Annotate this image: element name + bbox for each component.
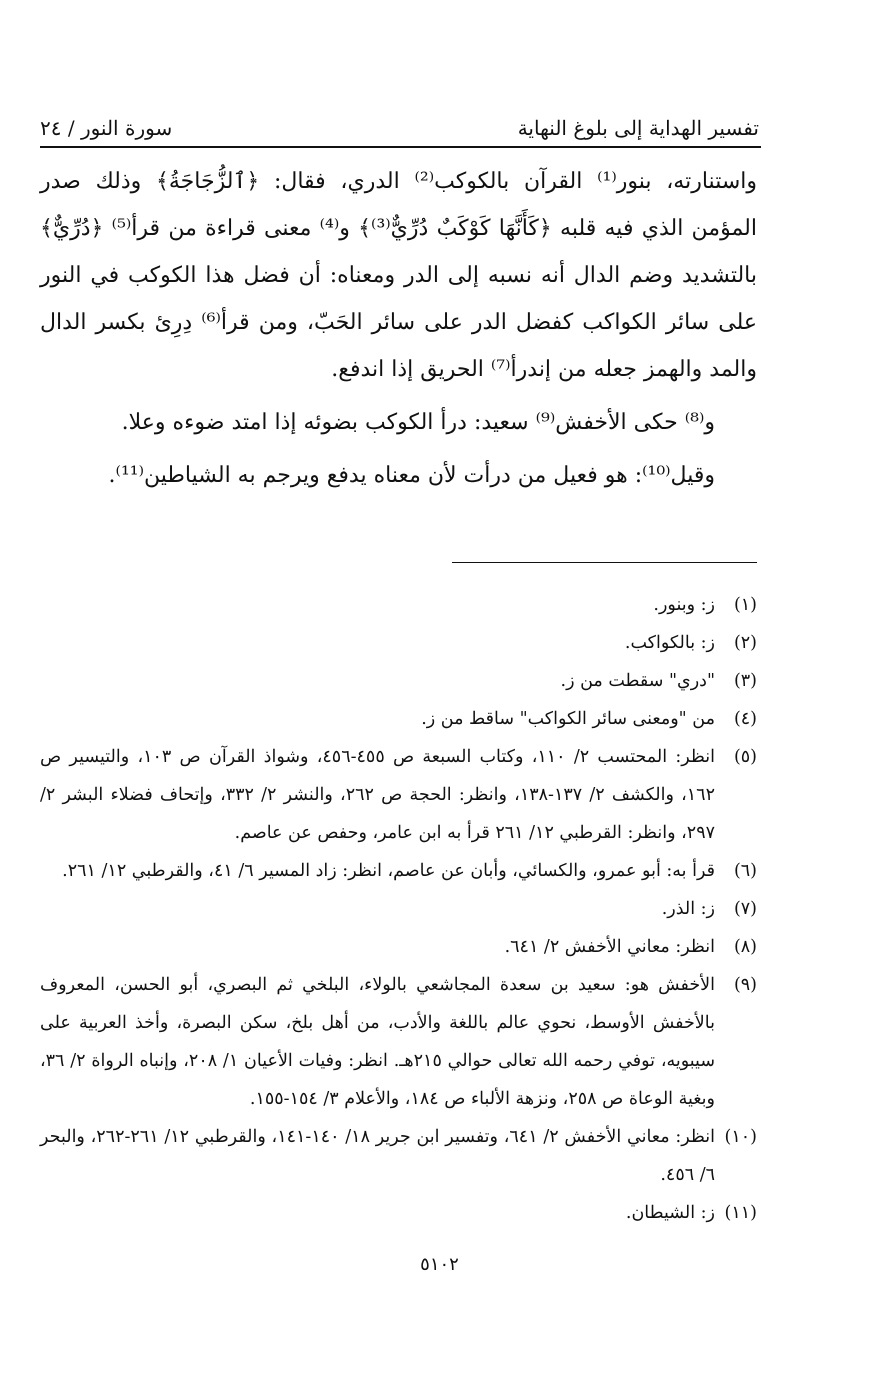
footnote-text: قرأ به: أبو عمرو، والكسائي، وأبان عن عاصم، انظر: زاد المسير ٦/ ٤١، والقرطبي ١٢/ ٢٦١. xyxy=(62,861,715,881)
footnote-text: ز: الذر. xyxy=(661,899,715,919)
footnote-number: (٦) xyxy=(733,861,757,881)
footnote xyxy=(40,662,757,700)
footnote xyxy=(40,928,757,966)
page-number: ٥١٠٢ xyxy=(420,1254,459,1275)
footnote-number: (٨) xyxy=(733,937,757,957)
footnote-number: (٥) xyxy=(733,747,757,767)
book-title: تفسير الهداية إلى بلوغ النهاية xyxy=(517,116,759,140)
footnote xyxy=(40,890,757,928)
footnotes xyxy=(40,586,757,1232)
running-header xyxy=(40,96,759,140)
footnote-divider xyxy=(452,562,757,563)
footnote-number: (٣) xyxy=(733,671,757,691)
footnote xyxy=(40,966,757,1118)
footnote xyxy=(40,1118,757,1194)
footnote-text: ز: وبنور. xyxy=(653,595,715,615)
footnote-number: (٧) xyxy=(733,899,757,919)
footnote xyxy=(40,738,757,852)
footnote-number: (٢) xyxy=(733,633,757,653)
body-paragraph: و⁽⁸⁾ حكى الأخفش⁽⁹⁾ سعيد: درأ الكوكب بضوئه إذا امتد ضوءه وعلا. xyxy=(121,410,715,435)
main-text xyxy=(40,158,757,499)
footnote-text: ز: بالكواكب. xyxy=(624,633,715,653)
body-paragraph: واستنارته، بنور⁽¹⁾ القرآن بالكوكب⁽²⁾ الدري، فقال: ﴿ٱلزُّجَاجَةُ﴾ وذلك صدر المؤمن الذي فيه قلبه ﴿كَأَنَّهَا كَوْكَبٌ دُرِّيٌّ⁽³⁾﴾ و⁽⁴⁾ معنى قراءة من قرأ⁽⁵⁾ ﴿دُرِّيٌّ﴾ بالتشديد وضم الدال أنه نسبه إلى الدر ومعناه: أن فضل هذا الكوكب في النور على سائر الكواكب كفضل الدر على سائر الحَبّ، ومن قرأ⁽⁶⁾ دِرِئ بكسر الدال والمد والهمز جعله من إندرأ⁽⁷⁾ الحريق إذا اندفع. xyxy=(40,169,757,382)
footnote-number: (١٠) xyxy=(724,1127,757,1147)
footnote xyxy=(40,624,757,662)
footnote xyxy=(40,852,757,890)
footnote-number: (٩) xyxy=(733,975,757,995)
footnote-text: ز: الشيطان. xyxy=(625,1203,715,1223)
header-divider xyxy=(40,146,761,148)
footnote-text: من "ومعنى سائر الكواكب" ساقط من ز. xyxy=(421,709,715,729)
footnote xyxy=(40,700,757,738)
footnote-number: (١١) xyxy=(724,1203,757,1223)
footnote xyxy=(40,586,757,624)
body-paragraph: وقيل⁽¹⁰⁾: هو فعيل من درأت لأن معناه يدفع ويرجم به الشياطين⁽¹¹⁾. xyxy=(108,463,715,488)
footnote xyxy=(40,1194,757,1232)
footnote-number: (٤) xyxy=(733,709,757,729)
surah-reference: سورة النور / ٢٤ xyxy=(40,116,173,140)
footnote-text: انظر: معاني الأخفش ٢/ ٦٤١. xyxy=(504,937,715,957)
footnote-text: "دري" سقطت من ز. xyxy=(560,671,715,691)
footnote-text: انظر: المحتسب ٢/ ١١٠، وكتاب السبعة ص ٤٥٥-٤٥٦، وشواذ القرآن ص ١٠٣، والتيسير ص ١٦٢، والكشف ٢/ ١٣٧-١٣٨، وانظر: الحجة ص ٢٦٢، والنشر ٢/ ٣٣٢، وإتحاف فضلاء البشر ٢/ ٢٩٧، وانظر: القرطبي ١٢/ ٢٦١ قرأ به ابن عامر، وحفص عن عاصم. xyxy=(40,747,715,843)
footnote-text: انظر: معاني الأخفش ٢/ ٦٤١، وتفسير ابن جرير ١٨/ ١٤٠-١٤١، والقرطبي ١٢/ ٢٦١-٢٦٢، والبحر ٦/ ٤٥٦. xyxy=(40,1127,715,1185)
footnote-number: (١) xyxy=(733,595,757,615)
footnote-text: الأخفش هو: سعيد بن سعدة المجاشعي بالولاء، البلخي ثم البصري، أبو الحسن، المعروف بالأخفش الأوسط، نحوي عالم باللغة والأدب، من أهل بلخ، سكن البصرة، وأخذ العربية على سيبويه، توفي رحمه الله تعالى حوالي ٢١٥هـ. انظر: وفيات الأعيان ١/ ٢٠٨، وإنباه الرواة ٢/ ٣٦، وبغية الوعاة ص ٢٥٨، ونزهة الألباء ص ١٨٤، والأعلام ٣/ ١٥٤-١٥٥. xyxy=(40,975,715,1109)
